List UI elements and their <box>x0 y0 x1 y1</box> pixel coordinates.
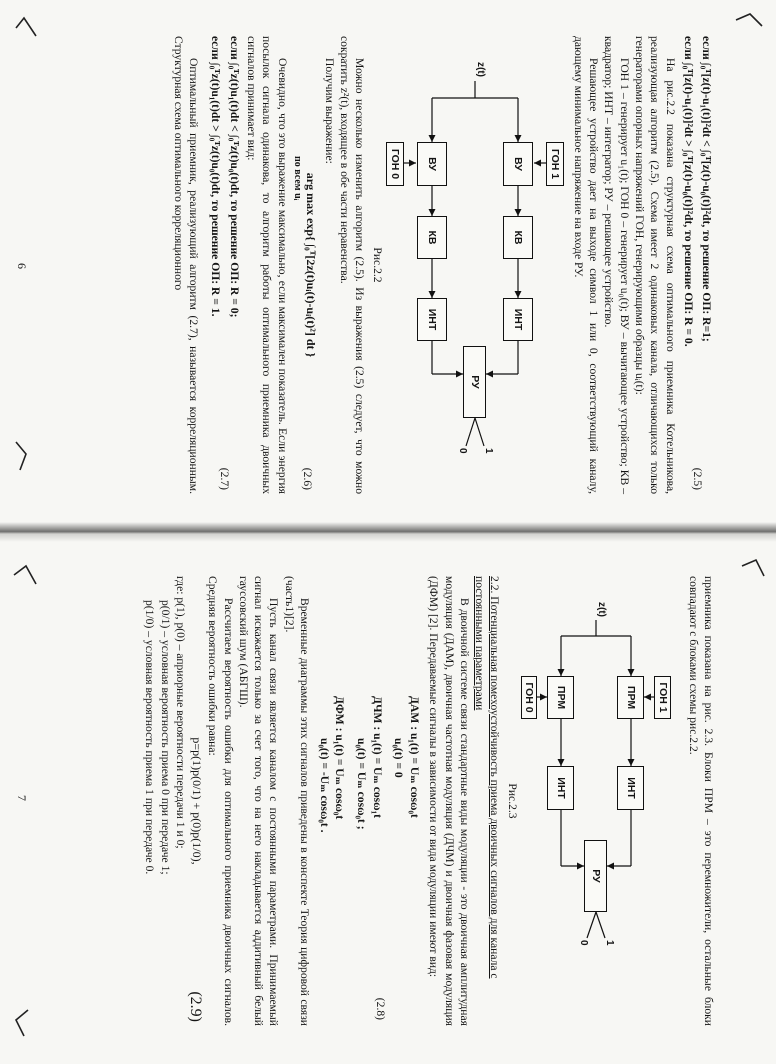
diagram-input-label: z(t) <box>475 62 487 77</box>
para-energy: Очевидно, что это выражение максимально, если максимален показатель. Если энергия посылок сигнала одинакова, то алгоритм работы оптимального приемника двоичных сигналов принимает вид: <box>245 36 289 494</box>
page-number-right: 7 <box>15 795 29 801</box>
integrator0-block: ИНТ <box>417 298 447 341</box>
eq26-subscript: по всем uᵢ <box>291 156 303 201</box>
dam-u1: ДАМ : u₁(t) = Uₘ cosω₀t <box>407 696 421 818</box>
integrator1-block-23: ИНТ <box>617 766 644 810</box>
dfm-u0: u₀(t) = -Uₘ cosω₀t . <box>317 738 331 833</box>
para-channel: Пусть канал связи является каналом с постоянными параметрами. Принимаемый сигнал искажается только за счет того, что на него накладывается аддитивный белый гауссовский шум (АБГШ). <box>236 576 281 1026</box>
para-where: где: p(1), p(0) – априорные вероятности передачи 1 и 0; <box>174 576 187 849</box>
dchm-u0: u₀(t) = Uₘ cosω₀t ; <box>355 738 368 830</box>
eq25-number: (2.5) <box>690 467 704 490</box>
eq27-if2: если ∫₀ᵀz(t)u₁(t)dt > ∫₀ᵀz(t)u₀(t)dt, то решение ОП: R = 1. <box>209 36 223 317</box>
page-number-left: 6 <box>15 263 29 269</box>
multiplier1-block: ПРМ <box>617 676 644 719</box>
integrator1-block: ИНТ <box>503 298 533 341</box>
dfm-u1: ДФМ : u₁(t) = Uₘ cosω₀t <box>333 696 347 820</box>
squarer0-block: КВ <box>417 216 447 259</box>
output0-label-23: 0 <box>578 940 590 946</box>
subtractor0-block: ВУ <box>417 142 447 186</box>
gen1-block-23: ГОН 1 <box>654 676 671 719</box>
fig22-caption: Рис.2.2 <box>371 247 385 283</box>
para-fig22-intro: На рис.2.2 показана структурная схема оптимального приемника Котельникова, реализующая алгоритм (2.5). Схема имеет 2 одинаковых канала, отличающихся только генераторами опорных напряжений ГОН, генерирующими образцы uᵢ(t): <box>632 36 677 494</box>
decider-block-23: РУ <box>584 840 607 912</box>
multiplier0-block: ПРМ <box>547 676 574 719</box>
dchm-u1: ДЧМ : u₁(t) = Uₘ cosω₁t <box>370 696 384 818</box>
eq25-if2: если ∫₀ᵀ[z(t)-u₁(t)]²dt > ∫₀ᵀ[z(t)-u₀(t)]²dt, то решение ОП: R = 0. <box>681 36 695 347</box>
dam-u0: u₀(t) = 0 <box>392 738 406 778</box>
section-heading: 2.2. Потенциальная помехоустойчивость приема двоичных сигналов для канала с постоянными параметрами <box>473 576 502 979</box>
diagram23-input-label: z(t) <box>596 602 608 617</box>
para-get-expression: Получим выражение: <box>322 58 336 164</box>
eq29-number: (2.9) <box>187 991 204 1022</box>
integrator0-block-23: ИНТ <box>547 766 574 810</box>
para-modulations: В двоичной системе связи стандартные виды модуляции - это двоичная амплитудная модуляция (ДАМ), двоичная частотная модуляция (ДЧМ) и двоичная фазовая модуляция (ДФМ) [2]. Передаваемые сигналы в зависимости от вида модуляции имеют вид: <box>427 576 471 1026</box>
para-simplify: Можно несколько изменить алгоритм (2.5). Из выражения (2.5) следует, что можно сократить z²(t), входящее в обе части неравенства. <box>338 36 367 494</box>
output1-label: 1 <box>483 448 495 454</box>
fig23-caption: Рис.2.3 <box>506 783 520 819</box>
eq27-if1: если ∫₀ᵀz(t)u₁(t)dt < ∫₀ᵀz(t)u₀(t)dt, то решение ОП: R = 0; <box>227 36 241 318</box>
gen1-block: ГОН 1 <box>546 142 564 186</box>
para-fig23-intro: приемника показана на рис. 2.3. Блоки ПРМ – это перемножители, остальные блоки совпадают с блоками схемы рис.2.2. <box>686 576 715 1026</box>
para-decider: Решающее устройство дает на выходе символ 1 или 0, соответствующий каналу, дающему минимальное напряжение на входе РУ. <box>571 36 601 494</box>
para-block-legend: ГОН 1 – генерирует u₁(t); ГОН 0 – генерирует u₀(t); ВУ – вычитающее устройство; КВ – квадратор; ИНТ – интегратор; РУ – решающее устройство. <box>602 36 631 494</box>
eq26: arg max exp{ ∫₀ᵀ[2z(t)uᵢ(t)-uᵢ(t)²] dt } <box>303 172 318 358</box>
para-p01: p(0/1) – условная вероятность приема 0 при передаче 1; <box>158 600 172 875</box>
output0-label: 0 <box>457 448 469 454</box>
eq29: p=p(1)p(0/1) + p(0)p(1/0), <box>190 737 204 865</box>
para-error-prob: Рассчитаем вероятность ошибки для оптимального приемника двоичных сигналов. Средняя вероятность ошибки равна: <box>206 576 235 1026</box>
para-diagrams-ref: Временные диаграммы этих сигналов приведены в конспекте Теория цифровой связи (часть1)[2]. <box>282 576 312 1026</box>
eq27-number: (2.7) <box>218 467 232 490</box>
squarer1-block: КВ <box>503 216 533 259</box>
gen0-block: ГОН 0 <box>386 142 404 186</box>
gen0-block-23: ГОН 0 <box>521 676 537 719</box>
eq28-number: (2.8) <box>373 997 387 1020</box>
decider-block: РУ <box>463 346 486 418</box>
eq25-if1: если ∫₀ᵀ[z(t)-u₁(t)]²dt < ∫₀ᵀ[z(t)-u₀(t)]²dt, то решение ОП: R=1; <box>700 36 713 342</box>
para-p10: p(1/0) – условная вероятность приема 1 при передаче 0. <box>143 600 157 875</box>
subtractor1-block: ВУ <box>503 142 533 186</box>
output1-label-23: 1 <box>604 940 616 946</box>
para-correlation: Оптимальный приемник, реализующий алгоритм (2.7), называется корреляционным. Структурная схема оптимального корреляционного <box>171 36 201 494</box>
eq26-number: (2.6) <box>300 467 314 490</box>
